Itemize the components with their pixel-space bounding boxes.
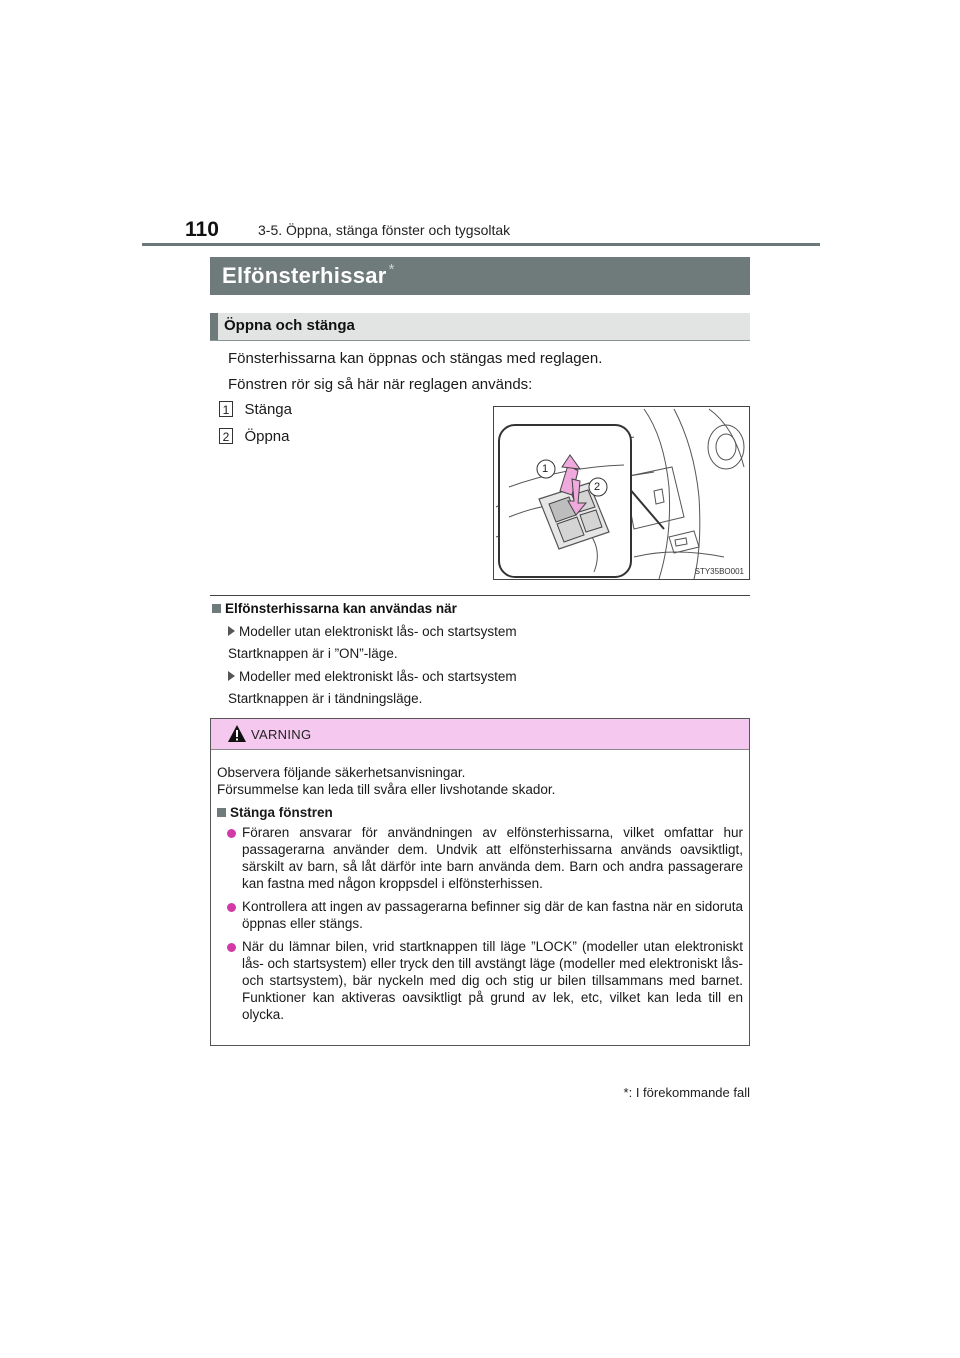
bullet-dot-icon	[227, 829, 236, 838]
callout-number-icon: 2	[219, 428, 233, 444]
note-condition-2	[228, 669, 517, 684]
header-divider	[142, 243, 820, 246]
figure-callout-1: 1	[542, 463, 549, 475]
triangle-bullet-icon	[228, 626, 235, 636]
footnote	[624, 1085, 750, 1100]
figure-code: STY35BO001	[694, 567, 744, 576]
section-title-text: Elfönsterhissar	[222, 263, 387, 288]
warning-intro-1: Observera följande säkerhetsanvisningar.	[217, 765, 466, 780]
note-condition-text: Modeller utan elektroniskt lås- och startsystem	[239, 624, 517, 639]
warning-header	[211, 719, 749, 750]
door-panel-drawing	[494, 407, 749, 579]
legend-label: Stänga	[244, 401, 292, 418]
note-heading	[212, 601, 457, 616]
section-divider	[210, 595, 750, 596]
warning-subheading	[217, 804, 333, 821]
note-result-2: Startknappen är i tändningsläge.	[228, 691, 423, 706]
window-switch-illustration	[493, 406, 750, 580]
note-result-1: Startknappen är i ”ON”-läge.	[228, 646, 398, 661]
warning-subheading-text: Stänga fönstren	[230, 805, 333, 820]
footnote-text: : I förekommande fall	[628, 1085, 750, 1100]
figure-callout-2: 2	[594, 481, 601, 493]
warning-box	[210, 718, 750, 1046]
note-condition-text: Modeller med elektroniskt lås- och startsystem	[239, 669, 517, 684]
legend-item-open	[219, 428, 290, 446]
legend-item-close	[219, 401, 292, 419]
warning-triangle-icon	[227, 724, 247, 743]
warning-bullet-3: När du lämnar bilen, vrid startknappen till läge ”LOCK” (modeller utan elektroniskt lås- och startsystem) eller tryck den till avstängt läge (modeller med elektroniskt lås- och startsystem), bär nyckeln med dig och stig ur bilen tillsammans med barnet. Funktioner kan aktiveras oavsiktligt på grund av lek, etc, vilket kan leda till en olycka.	[242, 939, 743, 1022]
warning-intro-2: Försummelse kan leda till svåra eller livshotande skador.	[217, 782, 556, 797]
bullet-dot-icon	[227, 903, 236, 912]
page-number: 110	[185, 218, 219, 241]
intro-paragraph-1: Fönsterhissarna kan öppnas och stängas med reglagen.	[228, 350, 603, 367]
square-bullet-icon	[212, 604, 221, 613]
subsection-divider	[210, 340, 750, 341]
note-condition-1	[228, 624, 517, 639]
section-title	[210, 257, 750, 295]
bullet-dot-icon	[227, 943, 236, 952]
subsection-title: Öppna och stänga	[210, 313, 750, 341]
warning-bullet-1: Föraren ansvarar för användningen av elfönsterhissarna, vilket omfattar hur passagerarna använder dem. Undvik att elfönsterhissarna används oavsiktligt, särskilt av barn, så låt därför inte barn använda dem. Barn och andra passagerare kan fastna med någon kroppsdel i elfönsterhissen.	[242, 825, 743, 891]
triangle-bullet-icon	[228, 671, 235, 681]
note-heading-text: Elfönsterhissarna kan användas när	[225, 601, 457, 616]
warning-label: VARNING	[251, 727, 312, 742]
legend-label: Öppna	[244, 428, 290, 445]
square-bullet-icon	[217, 808, 226, 817]
callout-number-icon: 1	[219, 401, 233, 417]
asterisk-icon: *	[623, 1085, 629, 1100]
chapter-title: 3-5. Öppna, stänga fönster och tygsoltak	[258, 222, 511, 238]
asterisk-icon: *	[388, 261, 395, 278]
intro-paragraph-2: Fönstren rör sig så här när reglagen används:	[228, 376, 533, 393]
warning-bullet-2: Kontrollera att ingen av passagerarna befinner sig där de kan fastna när en sidoruta öppnas eller stängs.	[242, 899, 743, 931]
